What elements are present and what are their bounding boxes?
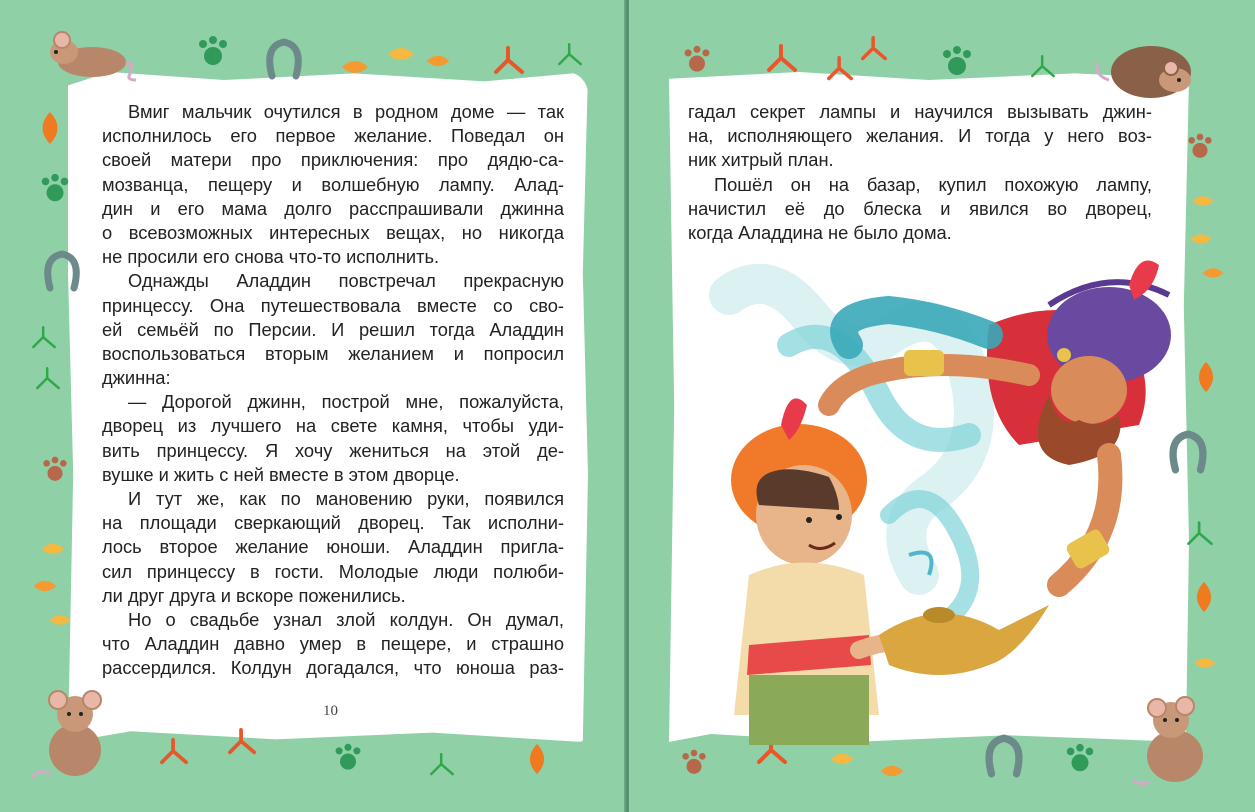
leaf-icon — [520, 742, 554, 776]
text-line: И тут же, как по мановению руки, появился — [128, 488, 564, 509]
leaf-icon — [40, 538, 66, 560]
bird-track-icon — [765, 44, 799, 74]
leaf-icon — [425, 50, 451, 72]
leaf-icon — [34, 110, 66, 146]
leaf-icon — [829, 748, 855, 770]
leaf-icon — [1191, 190, 1215, 212]
paw-print-icon — [681, 44, 713, 76]
text-line: начистил её до блеска и явился во дворец, — [688, 197, 1152, 219]
paw-print-icon — [1063, 742, 1097, 776]
text-line: принцессу. Она путешествовала вместе со сво- — [102, 294, 564, 316]
paw-print-icon — [38, 172, 72, 206]
left-page — [0, 0, 626, 812]
bird-track-icon — [492, 46, 526, 76]
text-line: Однажды Аладдин повстречал прекрасную — [128, 270, 564, 292]
bird-track-icon — [859, 36, 889, 62]
text-line: исполнилось его первое желание. Поведал он — [102, 125, 564, 147]
horseshoe-icon — [262, 36, 306, 80]
text-line: мозванца, пещеру и волшебную лампу. Алад- — [102, 173, 564, 195]
bird-track-icon — [226, 728, 258, 756]
text-line: гадал секрет лампы и научился вызывать джин- — [688, 101, 1152, 122]
text-line: вить принцессу. Я хочу жениться на этой де- — [102, 439, 564, 461]
text-line: дворец из лучшего на свете камня, чтобы уди- — [102, 415, 564, 437]
leaf-icon — [340, 55, 370, 79]
bird-track-icon — [1029, 54, 1057, 80]
paw-print-icon — [332, 742, 364, 774]
text-line: ей семьёй по Персии. И решил тогда Аладдин — [102, 318, 564, 340]
paw-print-icon — [195, 34, 231, 70]
bird-track-icon — [30, 325, 58, 351]
horseshoe-icon — [40, 248, 84, 292]
text-line: Пошёл он на базар, купил похожую лампу, — [714, 173, 1152, 195]
paw-print-icon — [939, 44, 975, 80]
text-line: вушке и жить с ней вместе в этом дворце. — [102, 463, 460, 485]
text-line: Но о свадьбе узнал злой колдун. Он думал, — [128, 608, 564, 630]
leaf-icon — [879, 760, 905, 782]
right-page-text — [688, 100, 1152, 245]
bird-track-icon — [825, 56, 855, 82]
text-line: когда Аладдина не было дома. — [688, 221, 952, 243]
leaf-icon — [48, 610, 72, 630]
leaf-icon — [386, 42, 416, 66]
text-line: джинна: — [102, 367, 171, 389]
right-page — [629, 0, 1255, 812]
page-number: 10 — [323, 703, 338, 719]
text-line: на, исполняющего желания. И тогда у него воз- — [688, 125, 1152, 147]
hedgehog-icon — [1089, 32, 1199, 104]
left-page-text — [102, 100, 564, 681]
paw-print-icon — [40, 455, 70, 485]
text-line: своей матери про приключения: про дядю-са- — [102, 149, 564, 171]
text-line: дин и его мама долго расспрашивали джинна — [102, 197, 564, 219]
leaf-icon — [32, 575, 58, 597]
bird-track-icon — [556, 42, 584, 68]
text-line: воспользоваться вторым желанием и попросил — [102, 342, 564, 364]
text-line: лось второе желание юноши. Аладдин пригла- — [102, 536, 564, 558]
text-line: сил принцессу в гости. Молодые люди полюби- — [102, 560, 564, 582]
paw-print-icon — [679, 748, 709, 778]
text-line: о всевозможных интересных вещах, но никогда — [102, 221, 564, 243]
text-line: что Аладдин давно умер в пещере, и страшно — [102, 633, 564, 655]
text-line: ник хитрый план. — [688, 149, 834, 171]
bird-track-icon — [428, 752, 456, 778]
mouse-icon — [30, 682, 120, 782]
aladdin-genie-illustration — [689, 255, 1209, 745]
bird-track-icon — [158, 738, 190, 766]
paw-print-icon — [1185, 132, 1215, 162]
text-line: Вмиг мальчик очутился в родном доме — так — [128, 101, 564, 122]
text-line: на площади сверкающий дворец. Так исполни- — [102, 512, 564, 534]
text-line: не просили его снова что-то исполнить. — [102, 246, 440, 268]
text-line: ли друг друга и вскоре поженились. — [102, 584, 406, 606]
bird-track-icon — [34, 366, 62, 392]
text-line: — Дорогой джинн, построй мне, пожалуйста, — [128, 391, 564, 413]
text-line: рассердился. Колдун догадался, что юноша раз- — [102, 657, 564, 679]
mouse-icon — [42, 30, 138, 82]
leaf-icon — [1189, 228, 1213, 250]
